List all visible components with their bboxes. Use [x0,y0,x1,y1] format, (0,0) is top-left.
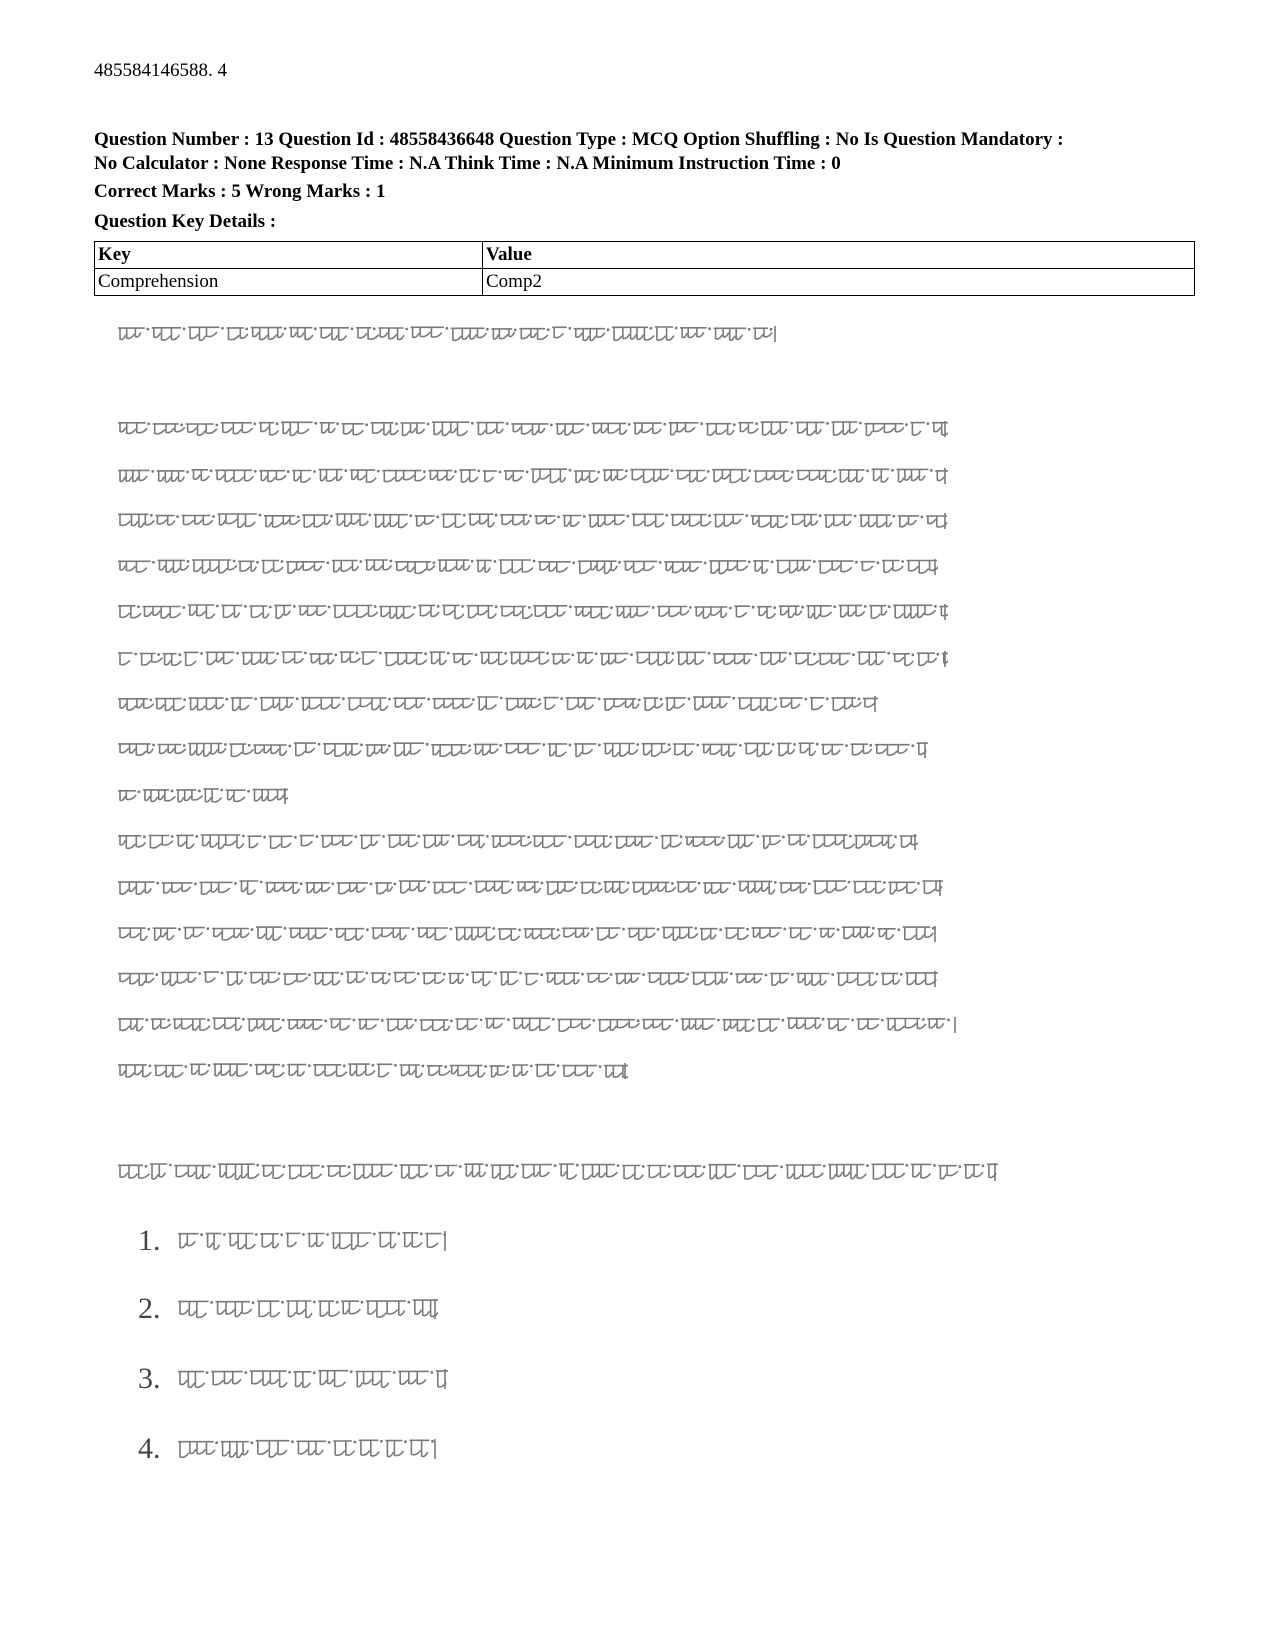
column-header-value: Value [483,242,1195,269]
passage-line [118,877,943,897]
option-number: 3. [138,1362,161,1395]
column-header-key: Key [95,242,483,269]
passage-line [118,831,918,851]
question-meta [94,128,1194,176]
passage-line [118,465,948,485]
option-text-image [178,1296,438,1327]
table-row [95,269,1195,296]
passage-line [118,510,948,530]
question-stem-image [118,1160,998,1180]
cell-value: Comp2 [483,269,1195,296]
key-details-label: Question Key Details : [94,211,277,232]
meta-line-2: No Calculator : None Response Time : N.A Think Time : N.A Minimum Instruction Time : 0 [94,153,841,174]
passage-title-line [118,323,778,343]
option-text-image [178,1228,448,1259]
key-details-table [94,241,1195,296]
passage-line [118,648,948,668]
option-number: 4. [138,1432,161,1465]
option-text-image [178,1366,448,1397]
table-header-row [95,242,1195,269]
cell-key: Comprehension [95,269,483,296]
passage-line [118,1014,958,1034]
passage-line [118,785,288,805]
passage-line [118,601,948,621]
passage-line [118,693,878,713]
meta-line-1: Question Number : 13 Question Id : 48558436648 Question Type : MCQ Option Shuffling : No Is Question Mandatory : [94,129,1064,150]
passage-line [118,968,938,988]
passage-line [118,1060,628,1080]
passage-line [118,418,948,438]
marks-line: Correct Marks : 5 Wrong Marks : 1 [94,181,386,202]
option-number: 1. [138,1224,161,1257]
page-id: 485584146588. 4 [94,60,227,81]
option-text-image [178,1436,438,1467]
passage-line [118,923,938,943]
passage-line [118,556,938,576]
option-number: 2. [138,1292,161,1325]
passage-line [118,739,928,759]
